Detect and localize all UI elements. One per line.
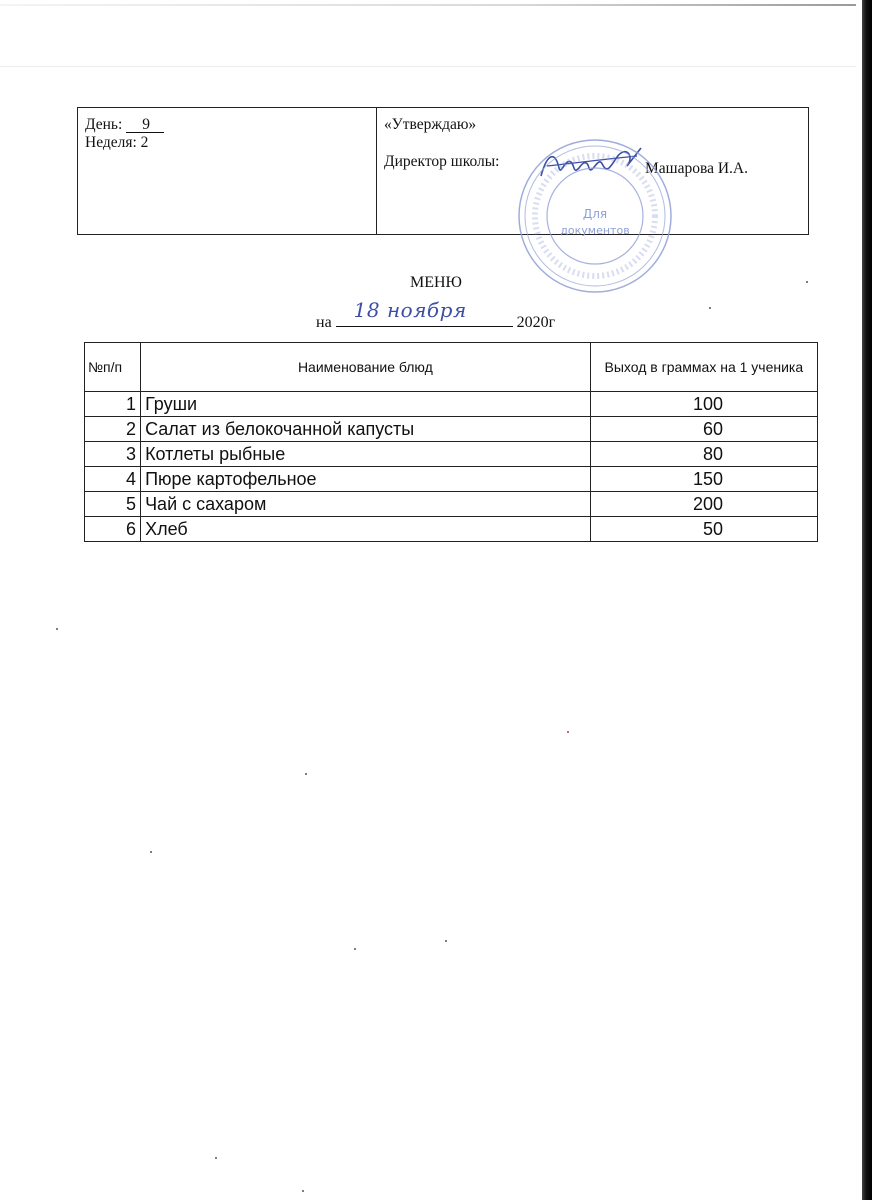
approve-text: «Утверждаю» <box>384 116 477 133</box>
director-label: Директор школы: <box>384 153 500 170</box>
table-row <box>85 417 818 442</box>
row-number: 2 <box>85 417 141 442</box>
row-number: 1 <box>85 392 141 417</box>
output-grams: 60 <box>590 417 817 442</box>
dust-speck <box>56 628 58 630</box>
dish-name: Котлеты рыбные <box>141 442 591 467</box>
header-number: №п/п <box>85 343 141 392</box>
day-label: День: <box>85 116 123 133</box>
dish-name: Груши <box>141 392 591 417</box>
director-name: Машарова И.А. <box>645 160 748 177</box>
dish-name: Хлеб <box>141 517 591 542</box>
dish-name: Пюре картофельное <box>141 467 591 492</box>
menu-title: МЕНЮ <box>410 274 462 291</box>
stamp-center-text-2: документов <box>560 224 630 237</box>
official-stamp <box>515 136 675 296</box>
dust-speck <box>215 1157 217 1159</box>
menu-table <box>84 342 818 542</box>
output-grams: 150 <box>590 467 817 492</box>
table-row <box>85 442 818 467</box>
date-blank <box>336 298 513 327</box>
table-row <box>85 392 818 417</box>
dust-speck <box>150 851 152 853</box>
row-number: 6 <box>85 517 141 542</box>
output-grams: 200 <box>590 492 817 517</box>
output-grams: 80 <box>590 442 817 467</box>
output-grams: 100 <box>590 392 817 417</box>
table-row <box>85 492 818 517</box>
row-number: 3 <box>85 442 141 467</box>
header-left-cell <box>78 108 377 234</box>
date-suffix: 2020г <box>516 314 556 331</box>
week-line: Неделя: 2 <box>85 134 149 151</box>
dust-speck <box>305 773 307 775</box>
date-handwritten: 18 ноября <box>353 298 467 322</box>
date-line <box>316 298 556 332</box>
scan-edge-top <box>0 4 856 6</box>
dish-name: Салат из белокочанной капусты <box>141 417 591 442</box>
date-prefix: на <box>316 314 332 331</box>
header-output-grams: Выход в граммах на 1 ученика <box>590 343 817 392</box>
dust-speck <box>354 948 356 950</box>
row-number: 4 <box>85 467 141 492</box>
header-table <box>77 107 809 235</box>
dust-speck <box>445 940 447 942</box>
table-row <box>85 517 818 542</box>
stamp-center-text-1: Для <box>582 207 608 221</box>
row-number: 5 <box>85 492 141 517</box>
table-header-row <box>85 343 818 392</box>
scan-line <box>0 66 856 67</box>
dust-speck <box>709 307 711 309</box>
dust-speck <box>567 731 569 733</box>
day-line <box>85 116 369 134</box>
dust-speck <box>302 1190 304 1192</box>
header-dish-name: Наименование блюд <box>141 343 591 392</box>
scan-edge-right <box>862 0 872 1200</box>
dish-name: Чай с сахаром <box>141 492 591 517</box>
day-value: 9 <box>126 117 164 133</box>
table-row <box>85 467 818 492</box>
output-grams: 50 <box>590 517 817 542</box>
